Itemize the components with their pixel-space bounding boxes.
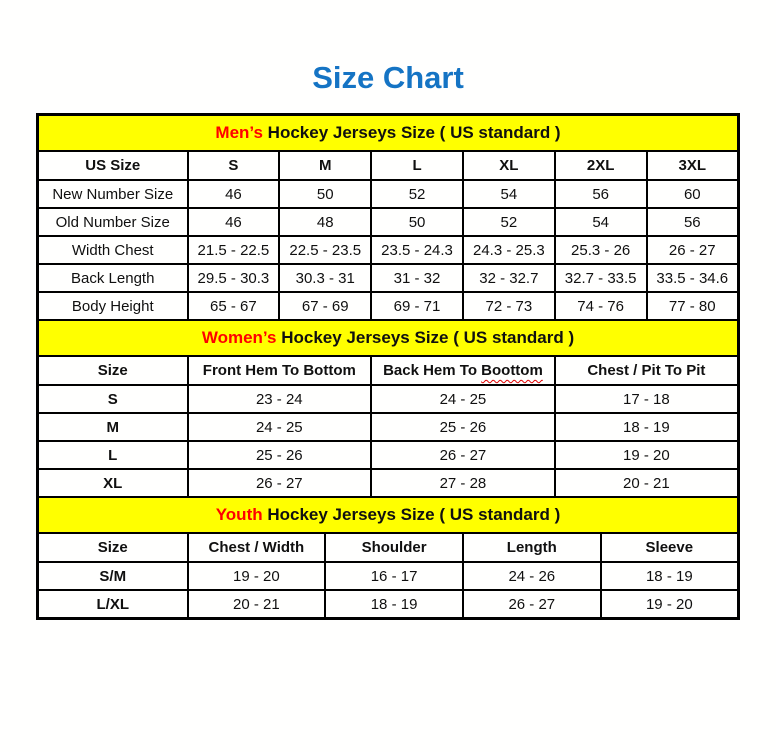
mens-value-cell: 74 - 76 xyxy=(555,292,647,320)
mens-value-cell: 31 - 32 xyxy=(371,264,463,292)
youth-value-cell: 18 - 19 xyxy=(325,590,463,619)
mens-column-header-row xyxy=(38,151,739,180)
womens-table-row xyxy=(38,385,739,413)
womens-value-cell: 20 - 21 xyxy=(555,469,739,497)
mens-value-cell: 46 xyxy=(188,208,280,236)
womens-row-label: S xyxy=(38,385,188,413)
womens-section-title: Women’s Hockey Jerseys Size ( US standard ) xyxy=(38,320,739,356)
mens-section-title: Men’s Hockey Jerseys Size ( US standard ) xyxy=(38,115,739,152)
womens-table-row xyxy=(38,441,739,469)
mens-column-header: US Size xyxy=(38,151,188,180)
womens-value-cell: 27 - 28 xyxy=(371,469,555,497)
mens-row-label: New Number Size xyxy=(38,180,188,208)
mens-column-header: 2XL xyxy=(555,151,647,180)
mens-value-cell: 26 - 27 xyxy=(647,236,739,264)
youth-section-title: Youth Hockey Jerseys Size ( US standard ) xyxy=(38,497,739,533)
mens-value-cell: 25.3 - 26 xyxy=(555,236,647,264)
page-title: Size Chart xyxy=(312,60,464,95)
mens-value-cell: 32.7 - 33.5 xyxy=(555,264,647,292)
womens-table-row xyxy=(38,413,739,441)
womens-value-cell: 25 - 26 xyxy=(371,413,555,441)
size-chart-page xyxy=(0,60,776,620)
mens-section-band xyxy=(38,115,739,152)
womens-table-row xyxy=(38,469,739,497)
mens-value-cell: 77 - 80 xyxy=(647,292,739,320)
mens-row-label: Back Length xyxy=(38,264,188,292)
mens-value-cell: 50 xyxy=(371,208,463,236)
mens-value-cell: 23.5 - 24.3 xyxy=(371,236,463,264)
womens-value-cell: 24 - 25 xyxy=(371,385,555,413)
youth-title-highlight: Youth xyxy=(215,505,263,524)
mens-table-row xyxy=(38,264,739,292)
mens-column-header: XL xyxy=(463,151,555,180)
womens-column-header: Size xyxy=(38,356,188,385)
mens-table-row xyxy=(38,180,739,208)
mens-table-row xyxy=(38,236,739,264)
youth-column-header: Chest / Width xyxy=(188,533,326,562)
mens-value-cell: 33.5 - 34.6 xyxy=(647,264,739,292)
youth-value-cell: 18 - 19 xyxy=(601,562,739,590)
womens-title-highlight: Women’s xyxy=(201,328,277,347)
mens-table-row xyxy=(38,292,739,320)
womens-row-label: M xyxy=(38,413,188,441)
mens-value-cell: 67 - 69 xyxy=(279,292,371,320)
mens-column-header: S xyxy=(188,151,280,180)
mens-column-header: M xyxy=(279,151,371,180)
mens-title-highlight: Men’s xyxy=(215,123,263,142)
youth-value-cell: 19 - 20 xyxy=(601,590,739,619)
youth-column-header-row xyxy=(38,533,739,562)
womens-column-header-row xyxy=(38,356,739,385)
youth-row-label: L/XL xyxy=(38,590,188,619)
mens-value-cell: 56 xyxy=(647,208,739,236)
womens-value-cell: 19 - 20 xyxy=(555,441,739,469)
womens-value-cell: 18 - 19 xyxy=(555,413,739,441)
mens-value-cell: 60 xyxy=(647,180,739,208)
youth-column-header: Shoulder xyxy=(325,533,463,562)
mens-value-cell: 50 xyxy=(279,180,371,208)
size-chart-table xyxy=(36,113,740,620)
womens-value-cell: 26 - 27 xyxy=(188,469,372,497)
womens-row-label: L xyxy=(38,441,188,469)
mens-column-header: L xyxy=(371,151,463,180)
size-table-body xyxy=(38,115,739,619)
youth-value-cell: 16 - 17 xyxy=(325,562,463,590)
mens-row-label: Body Height xyxy=(38,292,188,320)
youth-column-header: Length xyxy=(463,533,601,562)
womens-value-cell: 25 - 26 xyxy=(188,441,372,469)
womens-section-band xyxy=(38,320,739,356)
youth-value-cell: 24 - 26 xyxy=(463,562,601,590)
youth-column-header: Size xyxy=(38,533,188,562)
womens-column-header: Front Hem To Bottom xyxy=(188,356,372,385)
womens-value-cell: 26 - 27 xyxy=(371,441,555,469)
youth-value-cell: 20 - 21 xyxy=(188,590,326,619)
mens-value-cell: 65 - 67 xyxy=(188,292,280,320)
misspelled-word: Boottom xyxy=(481,362,543,379)
mens-value-cell: 22.5 - 23.5 xyxy=(279,236,371,264)
youth-section-band xyxy=(38,497,739,533)
mens-row-label: Old Number Size xyxy=(38,208,188,236)
youth-value-cell: 19 - 20 xyxy=(188,562,326,590)
womens-column-header: Back Hem To Boottom xyxy=(371,356,555,385)
mens-row-label: Width Chest xyxy=(38,236,188,264)
mens-value-cell: 72 - 73 xyxy=(463,292,555,320)
womens-column-header: Chest / Pit To Pit xyxy=(555,356,739,385)
mens-value-cell: 52 xyxy=(463,208,555,236)
mens-value-cell: 48 xyxy=(279,208,371,236)
womens-value-cell: 17 - 18 xyxy=(555,385,739,413)
womens-value-cell: 24 - 25 xyxy=(188,413,372,441)
mens-value-cell: 54 xyxy=(555,208,647,236)
youth-table-row xyxy=(38,562,739,590)
mens-value-cell: 29.5 - 30.3 xyxy=(188,264,280,292)
youth-column-header: Sleeve xyxy=(601,533,739,562)
mens-value-cell: 32 - 32.7 xyxy=(463,264,555,292)
mens-value-cell: 30.3 - 31 xyxy=(279,264,371,292)
womens-value-cell: 23 - 24 xyxy=(188,385,372,413)
youth-value-cell: 26 - 27 xyxy=(463,590,601,619)
womens-row-label: XL xyxy=(38,469,188,497)
mens-value-cell: 69 - 71 xyxy=(371,292,463,320)
mens-value-cell: 21.5 - 22.5 xyxy=(188,236,280,264)
youth-table-row xyxy=(38,590,739,619)
mens-value-cell: 56 xyxy=(555,180,647,208)
youth-row-label: S/M xyxy=(38,562,188,590)
mens-table-row xyxy=(38,208,739,236)
mens-value-cell: 54 xyxy=(463,180,555,208)
mens-value-cell: 52 xyxy=(371,180,463,208)
mens-value-cell: 46 xyxy=(188,180,280,208)
mens-value-cell: 24.3 - 25.3 xyxy=(463,236,555,264)
mens-column-header: 3XL xyxy=(647,151,739,180)
